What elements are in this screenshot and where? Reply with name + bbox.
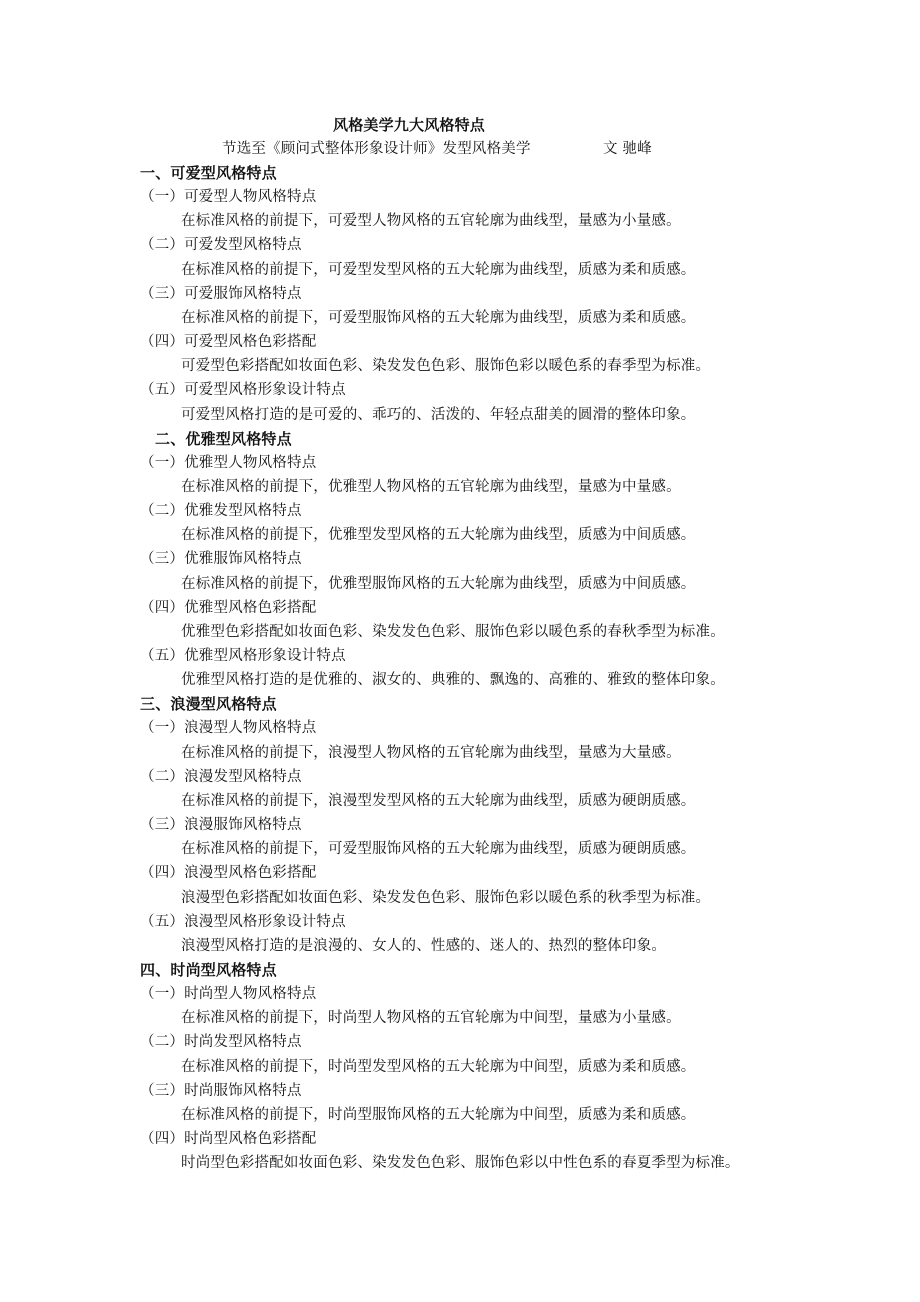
body-paragraph: 在标准风格的前提下，优雅型服饰风格的五大轮廓为曲线型，质感为中间质感。 <box>181 575 696 592</box>
subsection-heading: （四）可爱型风格色彩搭配 <box>140 334 317 350</box>
body-paragraph: 在标准风格的前提下，可爱型服饰风格的五大轮廓为曲线型，质感为硬朗质感。 <box>181 841 696 858</box>
body-paragraph: 在标准风格的前提下，时尚型发型风格的五大轮廓为中间型，质感为柔和质感。 <box>181 1058 696 1075</box>
subsection-heading: （三）可爱服饰风格特点 <box>140 285 302 302</box>
body-paragraph: 浪漫型风格打造的是浪漫的、女人的、性感的、迷人的、热烈的整体印象。 <box>181 937 667 954</box>
subsection-heading: （五）可爱型风格形象设计特点 <box>140 382 346 399</box>
body-paragraph: 在标准风格的前提下，可爱型服饰风格的五大轮廓为曲线型，质感为柔和质感。 <box>181 309 696 326</box>
body-paragraph: 浪漫型色彩搭配如妆面色彩、染发发色色彩、服饰色彩以暖色系的秋季型为标准。 <box>181 889 711 906</box>
body-paragraph: 优雅型色彩搭配如妆面色彩、染发发色色彩、服饰色彩以暖色系的春秋季型为标准。 <box>181 623 725 640</box>
body-paragraph: 在标准风格的前提下，优雅型发型风格的五大轮廓为曲线型，质感为中间质感。 <box>181 527 696 544</box>
subsection-heading: （二）浪漫发型风格特点 <box>140 768 302 785</box>
body-paragraph: 在标准风格的前提下，时尚型人物风格的五官轮廓为中间型，量感为小量感。 <box>181 1010 681 1027</box>
body-paragraph: 在标准风格的前提下，可爱型人物风格的五官轮廓为曲线型，量感为小量感。 <box>181 213 681 230</box>
body-paragraph: 可爱型风格打造的是可爱的、乖巧的、活泼的、年轻点甜美的圆滑的整体印象。 <box>181 406 696 423</box>
document-source: 节选至《顾问式整体形象设计师》发型风格美学 <box>222 141 531 157</box>
subsection-heading: （四）时尚型风格色彩搭配 <box>140 1131 317 1147</box>
subsection-heading: （五）浪漫型风格形象设计特点 <box>140 913 346 930</box>
body-paragraph: 在标准风格的前提下，浪漫型发型风格的五大轮廓为曲线型，质感为硬朗质感。 <box>181 792 696 809</box>
subsection-heading: （一）时尚型人物风格特点 <box>140 986 317 1003</box>
subsection-heading: （二）优雅发型风格特点 <box>140 503 302 520</box>
subsection-heading: （三）时尚服饰风格特点 <box>140 1082 302 1099</box>
document-author: 文 驰峰 <box>603 141 652 157</box>
subsection-heading: （五）优雅型风格形象设计特点 <box>140 648 346 664</box>
body-paragraph: 在标准风格的前提下，浪漫型人物风格的五官轮廓为曲线型，量感为大量感。 <box>181 744 681 761</box>
body-paragraph: 在标准风格的前提下，可爱型发型风格的五大轮廓为曲线型，质感为柔和质感。 <box>181 261 696 278</box>
subsection-heading: （三）优雅服饰风格特点 <box>140 551 302 568</box>
subsection-heading: （三）浪漫服饰风格特点 <box>140 817 302 833</box>
subsection-heading: （四）优雅型风格色彩搭配 <box>140 599 317 616</box>
document-title: 风格美学九大风格特点 <box>333 116 486 134</box>
body-paragraph: 优雅型风格打造的是优雅的、淑女的、典雅的、飘逸的、高雅的、雅致的整体印象。 <box>181 672 725 689</box>
subsection-heading: （二）时尚发型风格特点 <box>140 1034 302 1051</box>
subsection-heading: （一）可爱型人物风格特点 <box>140 189 317 206</box>
section-heading: 三、浪漫型风格特点 <box>140 695 277 714</box>
section-heading: 二、优雅型风格特点 <box>155 429 292 448</box>
body-paragraph: 在标准风格的前提下，优雅型人物风格的五官轮廓为曲线型，量感为中量感。 <box>181 478 681 495</box>
section-heading: 一、可爱型风格特点 <box>140 164 277 182</box>
body-paragraph: 时尚型色彩搭配如妆面色彩、染发发色色彩、服饰色彩以中性色系的春夏季型为标准。 <box>181 1155 740 1172</box>
body-paragraph: 可爱型色彩搭配如妆面色彩、染发发色色彩、服饰色彩以暖色系的春季型为标准。 <box>181 358 711 375</box>
subsection-heading: （二）可爱发型风格特点 <box>140 237 302 254</box>
subsection-heading: （四）浪漫型风格色彩搭配 <box>140 865 317 882</box>
subsection-heading: （一）优雅型人物风格特点 <box>140 454 317 471</box>
body-paragraph: 在标准风格的前提下，时尚型服饰风格的五大轮廓为中间型，质感为柔和质感。 <box>181 1106 696 1123</box>
subsection-heading: （一）浪漫型人物风格特点 <box>140 720 317 737</box>
section-heading: 四、时尚型风格特点 <box>140 960 277 979</box>
